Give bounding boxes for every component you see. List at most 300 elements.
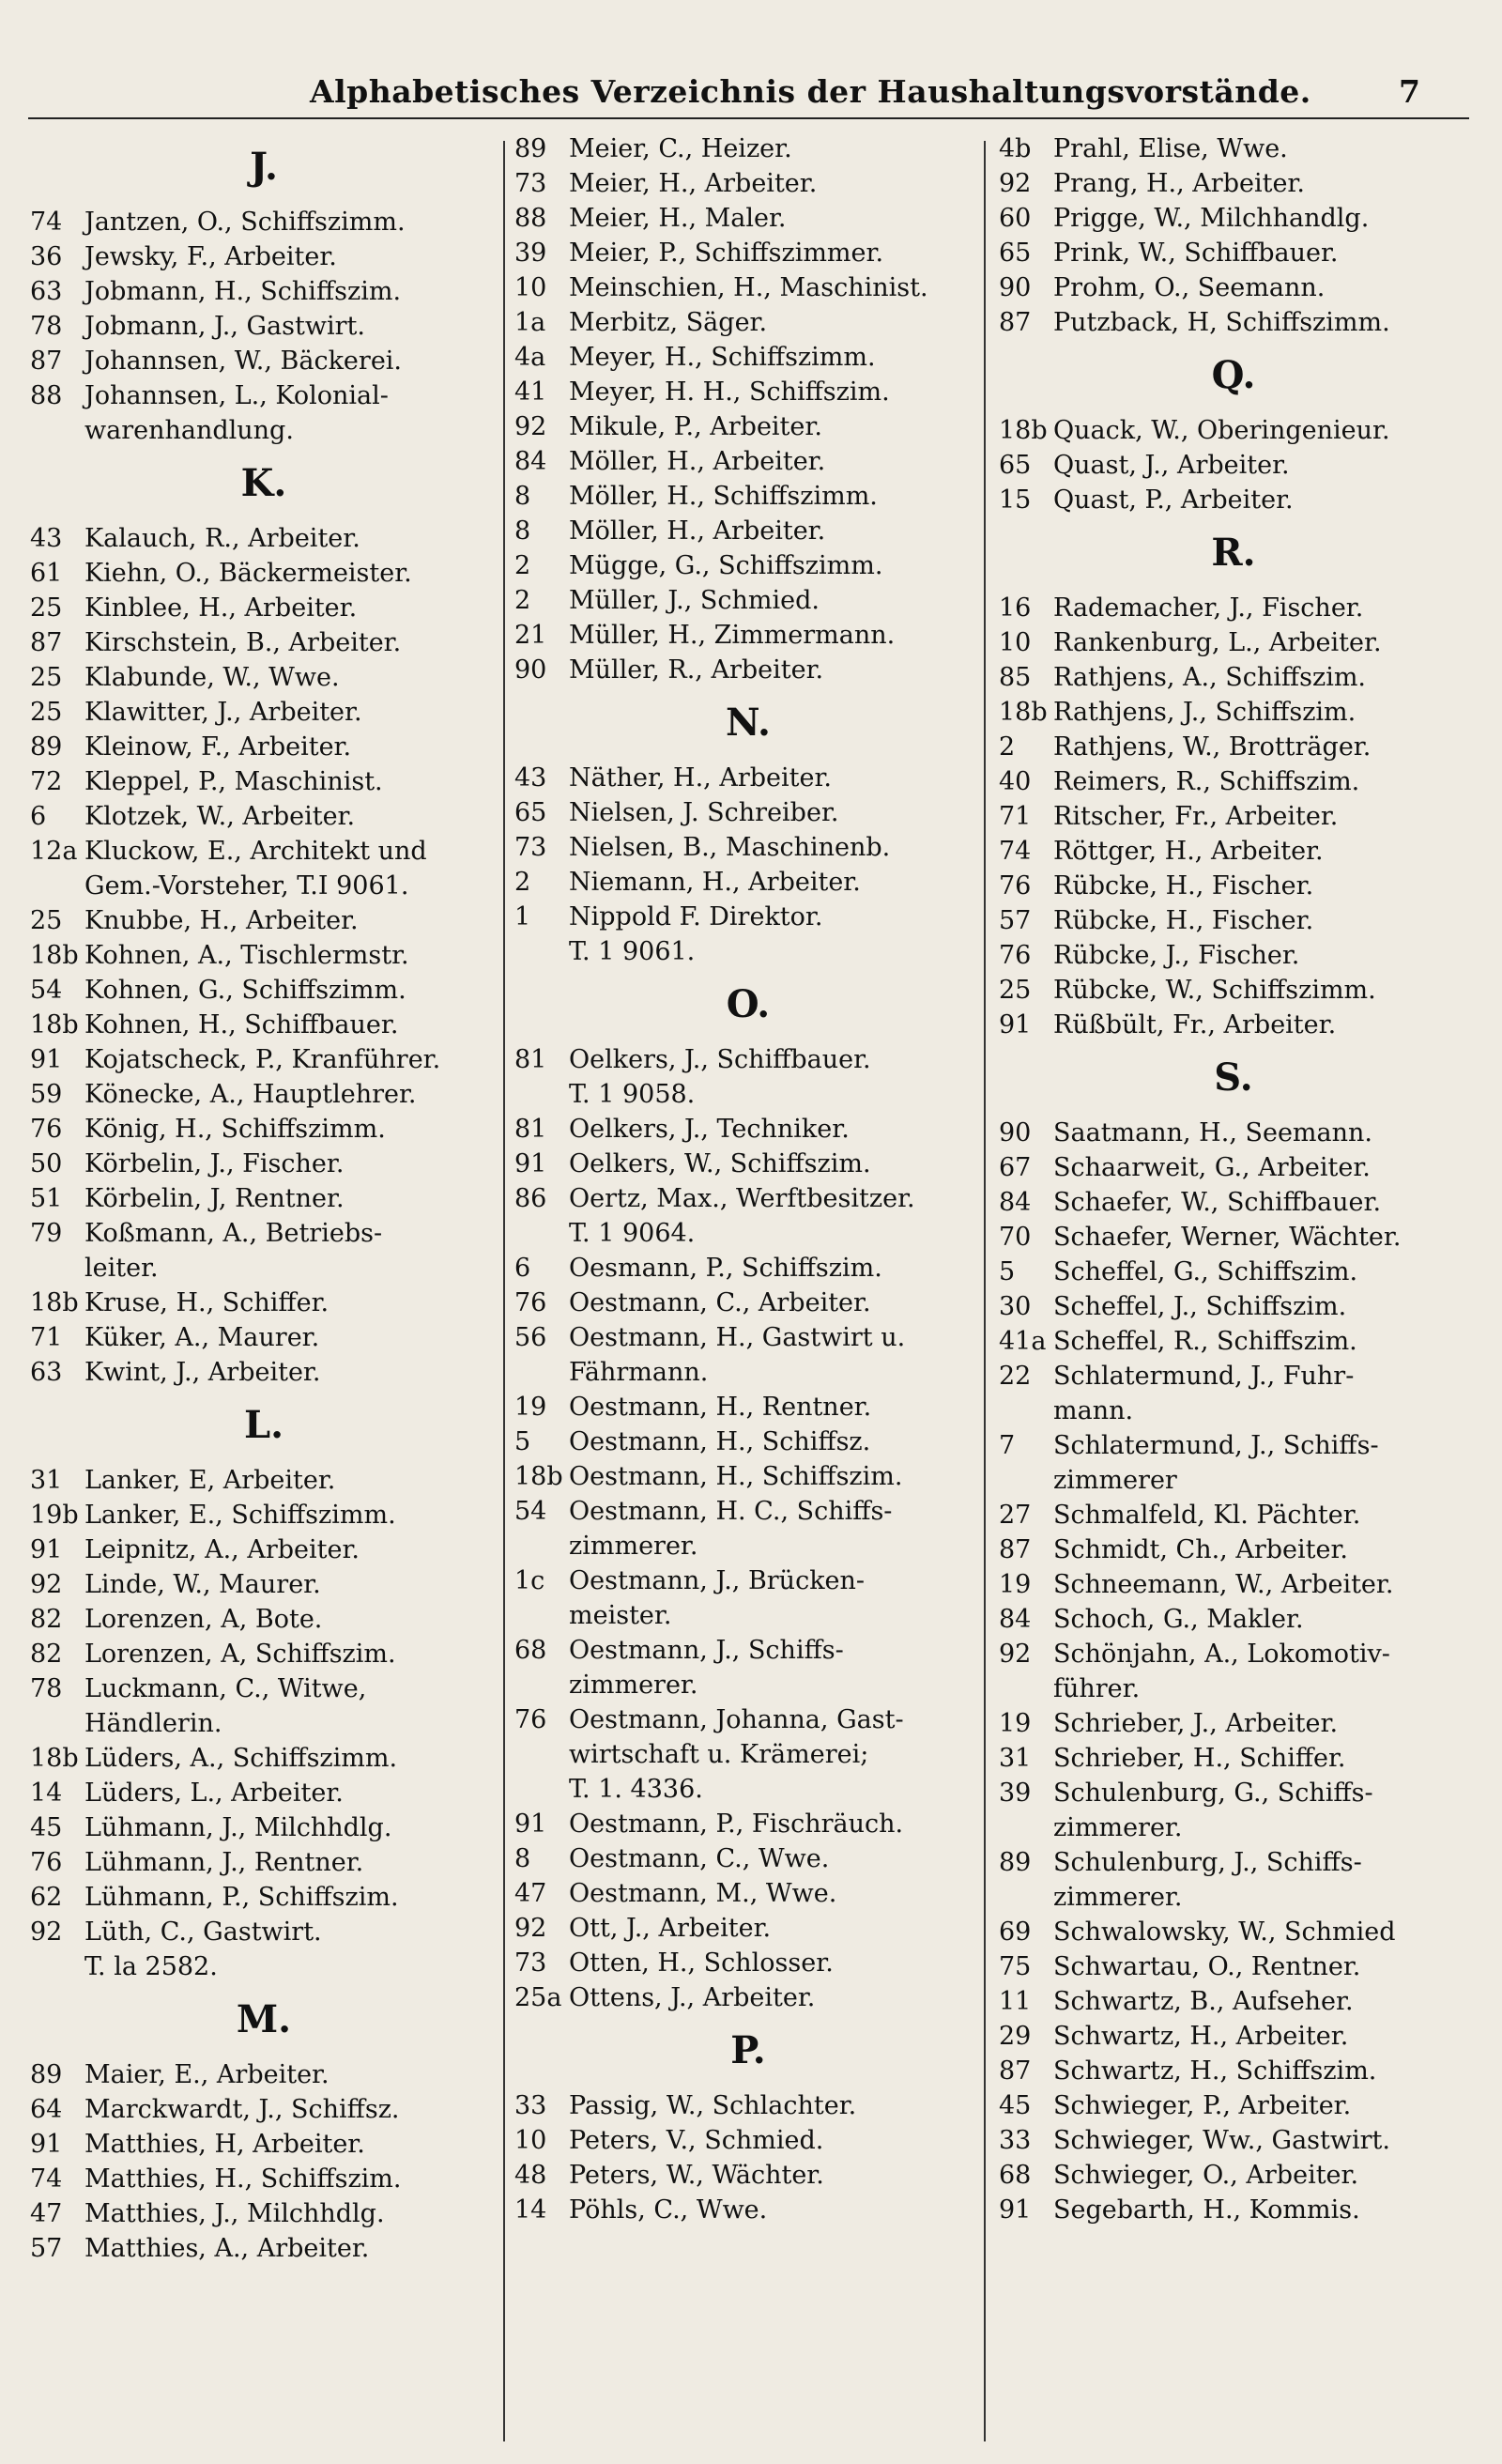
directory-entry [30, 378, 498, 413]
directory-entry [30, 625, 498, 660]
entry-text: Oertz, Max., Werftbesitzer. [569, 1184, 915, 1213]
house-number [514, 1598, 569, 1633]
directory-entry [999, 1463, 1468, 1498]
section-letter-heading: L. [243, 1403, 284, 1447]
directory-entry [30, 1949, 498, 1984]
directory-entry [514, 1424, 982, 1459]
entry-text: Oestmann, P., Fischräuch. [569, 1810, 904, 1839]
entry-text: Rüßbült, Fr., Arbeiter. [1053, 1010, 1337, 1040]
directory-entry [999, 938, 1468, 973]
directory-entry [30, 1286, 498, 1320]
house-number: 1a [514, 308, 546, 337]
house-number: 18b [30, 941, 79, 970]
entry-text: Oestmann, H., Schiffszim. [569, 1462, 903, 1491]
house-number: 51 [30, 1184, 63, 1213]
house-number: 1 [514, 902, 531, 932]
house-number: 90 [999, 273, 1032, 302]
directory-entry [999, 1428, 1468, 1463]
entry-text: Knubbe, H., Arbeiter. [84, 906, 359, 935]
directory-entry [514, 1459, 982, 1494]
entry-text: Quast, P., Arbeiter. [1053, 485, 1294, 515]
house-number [514, 1772, 569, 1807]
entry-text: T. la 2582. [84, 1952, 218, 1981]
house-number: 22 [999, 1362, 1032, 1391]
directory-entry [514, 1876, 982, 1911]
house-number: 92 [999, 169, 1032, 198]
entry-text: Jantzen, O., Schiffszimm. [84, 208, 406, 237]
entry-text: Matthies, H, Arbeiter. [84, 2130, 365, 2159]
entry-text: Meyer, H. H., Schiffszim. [569, 377, 890, 407]
directory-entry [30, 730, 498, 764]
directory-entry [514, 865, 982, 900]
section-letter-heading: R. [1211, 531, 1256, 575]
entry-text: Meier, H., Maler. [569, 204, 787, 233]
directory-entry [30, 1251, 498, 1286]
column-2 [514, 131, 982, 2451]
house-number: 81 [514, 1045, 547, 1074]
directory-entry [30, 1077, 498, 1112]
directory-entry [999, 1915, 1468, 1949]
column-1 [30, 131, 498, 2451]
directory-entry [30, 1147, 498, 1181]
house-number: 2 [514, 551, 531, 580]
entry-text: Segebarth, H., Kommis. [1053, 2195, 1360, 2225]
house-number: 92 [514, 1914, 547, 1943]
directory-entry [514, 1598, 982, 1633]
entry-text: T. 1 9061. [569, 937, 696, 966]
directory-entry [999, 660, 1468, 695]
house-number [999, 1810, 1053, 1845]
house-number: 43 [30, 524, 63, 553]
directory-entry [999, 2054, 1468, 2088]
directory-entry [514, 830, 982, 865]
house-number: 91 [514, 1149, 547, 1178]
section-letter-heading: P. [730, 2028, 766, 2072]
entry-text: Lanker, E., Schiffszimm. [84, 1501, 396, 1530]
house-number: 62 [30, 1883, 63, 1912]
directory-entry [999, 1602, 1468, 1637]
entry-text: Mikule, P., Arbeiter. [569, 412, 822, 441]
house-number: 6 [30, 802, 47, 831]
house-number: 65 [999, 451, 1032, 480]
house-number: 59 [30, 1080, 63, 1109]
entry-text: Lüders, A., Schiffszimm. [84, 1744, 398, 1773]
directory-entry [514, 1668, 982, 1702]
entry-text: Meier, H., Arbeiter. [569, 169, 818, 198]
directory-entry [30, 309, 498, 344]
entry-text: Schoch, G., Makler. [1053, 1605, 1304, 1634]
directory-entry [999, 305, 1468, 340]
house-number: 79 [30, 1219, 63, 1248]
entry-text: Leipnitz, A., Arbeiter. [84, 1535, 360, 1564]
house-number: 61 [30, 559, 63, 588]
house-number: 14 [30, 1779, 63, 1808]
directory-entry [999, 2088, 1468, 2123]
house-number: 48 [514, 2161, 547, 2190]
directory-entry [30, 834, 498, 869]
entry-text: Oestmann, J., Schiffs- [569, 1636, 844, 1665]
house-number: 74 [999, 837, 1032, 866]
entry-text: wirtschaft u. Krämerei; [569, 1740, 869, 1769]
entry-text: Körbelin, J, Rentner. [84, 1184, 345, 1213]
entry-text: Oestmann, M., Wwe. [569, 1879, 837, 1908]
page-title: Alphabetisches Verzeichnis der Haushaltungsvorstände. [310, 73, 1311, 110]
directory-entry [30, 1637, 498, 1671]
entry-text: Schlatermund, J., Schiffs- [1053, 1431, 1379, 1460]
entry-text: Reimers, R., Schiffszim. [1053, 767, 1360, 796]
house-number: 41 [514, 377, 547, 407]
directory-entry [514, 375, 982, 409]
entry-text: Rübcke, H., Fischer. [1053, 906, 1314, 935]
house-number: 67 [999, 1153, 1032, 1182]
house-number: 69 [999, 1917, 1032, 1947]
house-number: 2 [514, 586, 531, 615]
entry-text: Jewsky, F., Arbeiter. [84, 242, 337, 271]
house-number: 5 [999, 1257, 1016, 1286]
section-letter-heading: O. [726, 982, 771, 1026]
entry-text: Oelkers, W., Schiffszim. [569, 1149, 871, 1178]
house-number: 60 [999, 204, 1032, 233]
directory-entry [514, 340, 982, 375]
directory-entry [999, 2193, 1468, 2227]
entry-text: König, H., Schiffszimm. [84, 1115, 386, 1144]
house-number: 64 [30, 2095, 63, 2124]
house-number: 87 [999, 1535, 1032, 1564]
directory-entry [30, 2196, 498, 2231]
entry-text: Kohnen, H., Schiffbauer. [84, 1010, 399, 1040]
house-number: 89 [30, 732, 63, 762]
directory-entry [514, 1320, 982, 1355]
directory-entry [30, 764, 498, 799]
house-number: 25a [514, 1983, 562, 2012]
house-number: 21 [514, 621, 547, 650]
house-number: 54 [30, 976, 63, 1005]
entry-text: Möller, H., Schiffszimm. [569, 482, 878, 511]
directory-entry [999, 236, 1468, 270]
entry-text: Oesmann, P., Schiffszim. [569, 1254, 882, 1283]
directory-entry [514, 1841, 982, 1876]
directory-entry [999, 1185, 1468, 1220]
house-number: 41a [999, 1327, 1047, 1356]
directory-entry [30, 1181, 498, 1216]
directory-entry [999, 483, 1468, 517]
house-number: 8 [514, 482, 531, 511]
directory-entry [30, 695, 498, 730]
entry-text: mann. [1053, 1396, 1134, 1425]
entry-text: Klotzek, W., Arbeiter. [84, 802, 356, 831]
house-number: 71 [30, 1323, 63, 1352]
directory-entry [514, 1112, 982, 1147]
entry-text: Schmidt, Ch., Arbeiter. [1053, 1535, 1348, 1564]
house-number: 91 [30, 1535, 63, 1564]
directory-entry [999, 1637, 1468, 1671]
directory-entry [514, 1251, 982, 1286]
house-number [514, 1737, 569, 1772]
entry-text: Meier, C., Heizer. [569, 134, 792, 163]
house-number: 78 [30, 312, 63, 341]
section-letter-heading: M. [236, 1997, 292, 2041]
house-number: 10 [999, 628, 1032, 657]
directory-entry [999, 270, 1468, 305]
house-number: 82 [30, 1640, 63, 1669]
entry-text: Rübcke, H., Fischer. [1053, 871, 1314, 901]
house-number: 92 [30, 1917, 63, 1947]
entry-text: T. 1. 4336. [569, 1775, 703, 1804]
house-number: 7 [999, 1431, 1016, 1460]
directory-entry [514, 583, 982, 618]
house-number: 18b [999, 698, 1048, 727]
column-3 [999, 131, 1468, 2451]
directory-entry [30, 1567, 498, 1602]
directory-entry [999, 1255, 1468, 1289]
house-number: 19b [30, 1501, 79, 1530]
entry-text: Luckmann, C., Witwe, [84, 1674, 367, 1703]
entry-text: T. 1 9058. [569, 1080, 696, 1109]
house-number: 31 [999, 1744, 1032, 1773]
entry-text: Ott, J., Arbeiter. [569, 1914, 772, 1943]
entry-text: Kruse, H., Schiffer. [84, 1288, 330, 1317]
directory-entry [514, 2193, 982, 2227]
header-rule [28, 117, 1469, 119]
entry-text: Schaarweit, G., Arbeiter. [1053, 1153, 1371, 1182]
directory-entry [514, 934, 982, 969]
entry-text: Rathjens, W., Brotträger. [1053, 732, 1372, 762]
entry-text: Ottens, J., Arbeiter. [569, 1983, 816, 2012]
directory-entry [999, 1289, 1468, 1324]
house-number: 74 [30, 208, 63, 237]
directory-entry [999, 1220, 1468, 1255]
entry-text: Lanker, E, Arbeiter. [84, 1466, 336, 1495]
directory-entry [30, 591, 498, 625]
directory-entry [999, 903, 1468, 938]
directory-entry [999, 1949, 1468, 1984]
entry-text: Lühmann, J., Milchhdlg. [84, 1813, 392, 1842]
directory-entry [30, 1463, 498, 1498]
entry-text: Schmalfeld, Kl. Pächter. [1053, 1501, 1361, 1530]
house-number: 68 [514, 1636, 547, 1665]
entry-text: Peters, V., Schmied. [569, 2126, 824, 2155]
directory-entry [999, 1706, 1468, 1741]
house-number: 73 [514, 1948, 547, 1978]
directory-entry [999, 591, 1468, 625]
house-number: 89 [30, 2060, 63, 2089]
house-number: 65 [999, 239, 1032, 268]
directory-entry [30, 556, 498, 591]
directory-entry [514, 1147, 982, 1181]
entry-text: Klawitter, J., Arbeiter. [84, 698, 362, 727]
entry-text: Scheffel, G., Schiffszim. [1053, 1257, 1358, 1286]
directory-entry [999, 764, 1468, 799]
entry-text: Schwieger, O., Arbeiter. [1053, 2161, 1359, 2190]
entry-text: Könecke, A., Hauptlehrer. [84, 1080, 417, 1109]
entry-text: Schulenburg, J., Schiffs- [1053, 1848, 1362, 1877]
directory-entry [30, 2162, 498, 2196]
directory-entry [30, 1042, 498, 1077]
house-number: 84 [999, 1605, 1032, 1634]
house-number: 10 [514, 2126, 547, 2155]
house-number: 72 [30, 767, 63, 796]
house-number [514, 1216, 569, 1251]
house-number: 29 [999, 2022, 1032, 2051]
page-header [0, 66, 1502, 122]
entry-text: Prink, W., Schiffbauer. [1053, 239, 1339, 268]
entry-text: Klabunde, W., Wwe. [84, 663, 340, 692]
entry-text: Oestmann, H., Rentner. [569, 1393, 872, 1422]
house-number: 25 [30, 906, 63, 935]
house-number [514, 934, 569, 969]
directory-entry [999, 1359, 1468, 1394]
directory-entry [999, 1394, 1468, 1428]
directory-entry [514, 1529, 982, 1563]
house-number: 11 [999, 1987, 1032, 2016]
directory-entry [999, 1810, 1468, 1845]
house-number [30, 1706, 84, 1741]
directory-entry [30, 1776, 498, 1810]
section-letter-heading: J. [250, 145, 278, 189]
directory-entry [514, 653, 982, 687]
section-letter-heading: Q. [1211, 353, 1256, 397]
directory-entry [999, 869, 1468, 903]
directory-entry [30, 799, 498, 834]
house-number: 47 [514, 1879, 547, 1908]
entry-text: Schrieber, H., Schiffer. [1053, 1744, 1346, 1773]
house-number: 10 [514, 273, 547, 302]
entry-text: Lüth, C., Gastwirt. [84, 1917, 322, 1947]
entry-text: Schwieger, P., Arbeiter. [1053, 2091, 1352, 2120]
house-number: 92 [999, 1640, 1032, 1669]
house-number: 87 [999, 308, 1032, 337]
entry-text: Oestmann, H. C., Schiffs- [569, 1497, 893, 1526]
house-number: 78 [30, 1674, 63, 1703]
entry-text: Rankenburg, L., Arbeiter. [1053, 628, 1382, 657]
house-number: 50 [30, 1149, 63, 1178]
entry-text: Prigge, W., Milchhandlg. [1053, 204, 1370, 233]
entry-text: Kinblee, H., Arbeiter. [84, 593, 358, 623]
entry-text: Kojatscheck, P., Kranführer. [84, 1045, 441, 1074]
house-number [514, 1077, 569, 1112]
entry-text: Nielsen, J. Schreiber. [569, 798, 839, 827]
entry-text: Kiehn, O., Bäckermeister. [84, 559, 412, 588]
entry-text: Meyer, H., Schiffszimm. [569, 343, 876, 372]
entry-text: Prahl, Elise, Wwe. [1053, 134, 1288, 163]
directory-entry [514, 1563, 982, 1598]
entry-text: Schaefer, Werner, Wächter. [1053, 1223, 1402, 1252]
house-number: 71 [999, 802, 1032, 831]
directory-entry [999, 448, 1468, 483]
section-letter-heading: N. [726, 701, 771, 745]
house-number: 76 [999, 871, 1032, 901]
house-number: 88 [514, 204, 547, 233]
directory-entry [999, 201, 1468, 236]
entry-text: Kirschstein, B., Arbeiter. [84, 628, 402, 657]
entry-text: Möller, H., Arbeiter. [569, 516, 826, 546]
entry-text: Oelkers, J., Schiffbauer. [569, 1045, 871, 1074]
directory-entry [30, 413, 498, 448]
entry-text: zimmerer [1053, 1466, 1177, 1495]
house-number: 40 [999, 767, 1032, 796]
directory-entry [999, 973, 1468, 1008]
house-number: 4a [514, 343, 546, 372]
entry-text: Rademacher, J., Fischer. [1053, 593, 1364, 623]
house-number: 73 [514, 169, 547, 198]
house-number: 27 [999, 1501, 1032, 1530]
house-number: 63 [30, 1358, 63, 1387]
house-number: 56 [514, 1323, 547, 1352]
entry-text: Scheffel, R., Schiffszim. [1053, 1327, 1357, 1356]
entry-text: Lorenzen, A, Schiffszim. [84, 1640, 396, 1669]
house-number: 30 [999, 1292, 1032, 1321]
house-number: 18b [999, 416, 1048, 445]
entry-text: Johannsen, W., Bäckerei. [84, 346, 403, 376]
entry-text: Lühmann, J., Rentner. [84, 1848, 364, 1877]
directory-entry [514, 900, 982, 934]
entry-text: Schlatermund, J., Fuhr- [1053, 1362, 1355, 1391]
house-number: 87 [30, 628, 63, 657]
entry-text: T. 1 9064. [569, 1219, 696, 1248]
house-number: 4b [999, 134, 1032, 163]
house-number: 75 [999, 1952, 1032, 1981]
entry-text: Oestmann, J., Brücken- [569, 1566, 866, 1595]
directory-entry [999, 1671, 1468, 1706]
directory-entry [514, 270, 982, 305]
house-number: 76 [30, 1115, 63, 1144]
house-number: 19 [999, 1570, 1032, 1599]
directory-entry [514, 1042, 982, 1077]
house-number: 19 [514, 1393, 547, 1422]
house-number: 90 [999, 1118, 1032, 1147]
house-number [514, 1355, 569, 1390]
directory-entry [999, 625, 1468, 660]
entry-text: Meinschien, H., Maschinist. [569, 273, 928, 302]
entry-text: zimmerer. [1053, 1813, 1183, 1842]
entry-text: Oestmann, H., Gastwirt u. [569, 1323, 906, 1352]
house-number: 45 [30, 1813, 63, 1842]
entry-text: meister. [569, 1601, 672, 1630]
house-number: 18b [30, 1010, 79, 1040]
house-number: 45 [999, 2091, 1032, 2120]
entry-text: Prang, H., Arbeiter. [1053, 169, 1305, 198]
directory-entry [514, 618, 982, 653]
house-number [30, 1949, 84, 1984]
house-number: 25 [30, 663, 63, 692]
house-number: 91 [999, 2195, 1032, 2225]
house-number: 25 [999, 976, 1032, 1005]
directory-entry [514, 131, 982, 166]
entry-text: Schwieger, Ww., Gastwirt. [1053, 2126, 1390, 2155]
entry-text: Matthies, H., Schiffszim. [84, 2164, 402, 2194]
house-number: 8 [514, 1844, 531, 1873]
house-number: 76 [514, 1288, 547, 1317]
house-number [999, 1671, 1053, 1706]
house-number: 84 [999, 1188, 1032, 1217]
house-number: 47 [30, 2199, 63, 2228]
directory-entry [514, 1807, 982, 1841]
house-number: 8 [514, 516, 531, 546]
house-number: 68 [999, 2161, 1032, 2190]
house-number: 91 [514, 1810, 547, 1839]
house-number [514, 1668, 569, 1702]
entry-text: Merbitz, Säger. [569, 308, 768, 337]
directory-entry [999, 1567, 1468, 1602]
directory-entry [514, 2158, 982, 2193]
directory-entry [30, 521, 498, 556]
house-number: 15 [999, 485, 1032, 515]
directory-entry [30, 938, 498, 973]
house-number: 63 [30, 277, 63, 306]
entry-text: Peters, W., Wächter. [569, 2161, 824, 2190]
directory-entry [30, 1915, 498, 1949]
directory-entry [514, 1181, 982, 1216]
